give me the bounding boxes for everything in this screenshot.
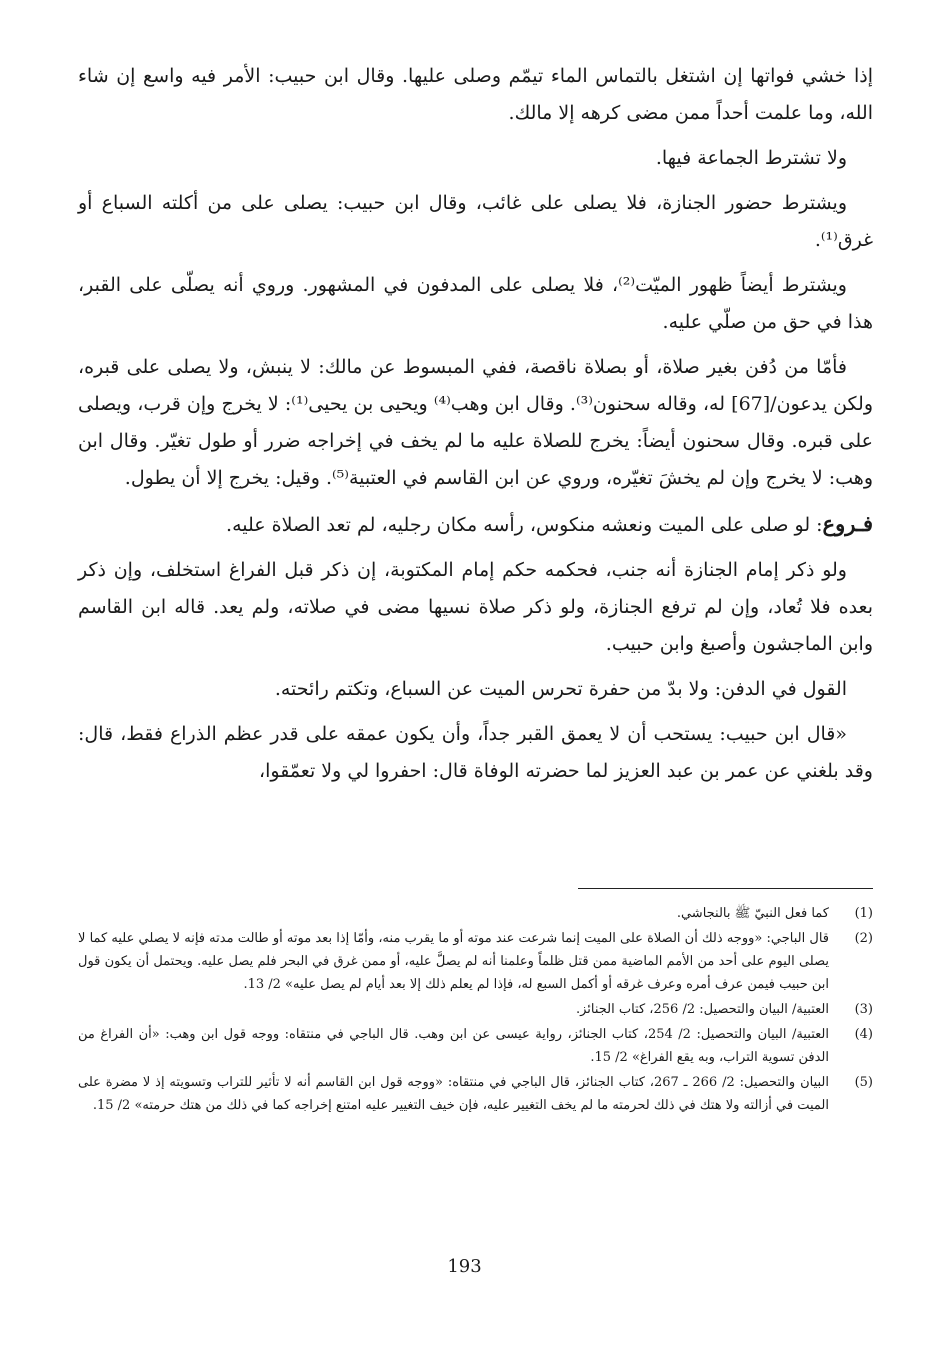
footnote-3	[78, 998, 873, 1021]
footnote-5	[78, 1071, 873, 1117]
footnote-1	[78, 902, 873, 925]
footnote-number: (1)	[854, 906, 873, 921]
paragraph-2: ولا تشترط الجماعة فيها.	[655, 147, 847, 169]
paragraph-3: ويشترط حضور الجنازة، فلا يصلى على غائب، وقال ابن حبيب: يصلى على من أكلته السباع أو غرق⁽¹⁾.	[78, 192, 873, 251]
paragraph-7: ولو ذكر إمام الجنازة أنه جنب، فحكمه حكم إمام المكتوبة، إن ذكر قبل الفراغ استخلف، وإن ذكر بعده فلا تُعاد، وإن لم ترفع الجنازة، ولو ذكر صلاة نسيها مضى في صلاته، ولم يعد. قاله ابن القاسم وابن الماجشون وأصبغ وابن حبيب.	[78, 559, 873, 655]
footnote-text: العتبية/ البيان والتحصيل: 2/ 256، كتاب الجنائز.	[575, 1002, 829, 1017]
footnote-number: (4)	[854, 1027, 873, 1042]
footnote-number: (3)	[854, 1002, 873, 1017]
footnote-separator	[578, 888, 873, 889]
footnote-number: (2)	[854, 931, 873, 946]
footnote-text: البيان والتحصيل: 2/ 266 ـ 267، كتاب الجنائز، قال الباجي في منتقاه: «ووجه قول ابن القاسم أنه لا تأثير للتراب وتسويته إذ لا مضرة على الميت في أزالته ولا هتك في ذلك لحرمته ما لم يخف التغيير عليه، فإن خيف التغيير عليه امتنع إخراجه كما في ذلك من هتك حرمته» 2/ 15.	[78, 1075, 829, 1113]
paragraph-9: «قال ابن حبيب: يستحب أن لا يعمق القبر جداً، وأن يكون عمقه على قدر عظم الذراع فقط، قال: وقد بلغني عن عمر بن عبد العزيز لما حضرته الوفاة قال: احفروا لي ولا تعمّقوا،	[78, 723, 873, 782]
footnote-text: كما فعل النبيّ ﷺ بالنجاشي.	[676, 906, 829, 921]
paragraph-5: فأمّا من دُفن بغير صلاة، أو بصلاة ناقصة، ففي المبسوط عن مالك: لا ينبش، ولا يصلى على قبره، ولكن يدعون/[67] له، وقاله سحنون⁽³⁾. وقال ابن وهب⁽⁴⁾ ويحيى بن يحيى⁽¹⁾: لا يخرج وإن قرب، ويصلى على قبره. وقال سحنون أيضاً: يخرج للصلاة عليه ما لم يخف في إخراجه ضرر أو طول تغيّر. وقال ابن وهب: لا يخرج وإن لم يخشَ تغيّره، وروي عن ابن القاسم في العتبية⁽⁵⁾. وقيل: يخرج إلا أن يطول.	[78, 356, 874, 489]
paragraph-6	[78, 505, 873, 544]
paragraph-8: القول في الدفن: ولا بدّ من حفرة تحرس الميت عن السباع، وتكتم رائحته.	[274, 678, 847, 700]
footnote-text: قال الباجي: «ووجه ذلك أن الصلاة على الميت إنما شرعت عند موته أو ما يقرب منه، وأمّا إذا بعد موته أو طالت مدته فإنه لا يصلي عليه كما لا يصلى اليوم على أحد من الأمم الماضية ممن قتل ظلماً وعلمنا أنه لم يصلَّ عليه، أو ممن غرق في البحر فلم يصل عليه. ويحتمل أن يكون قول ابن حبيب فيمن عرف أمره وعرف غرقه أو أكمل السبع له، فإذا لم يعلم ذلك إلا بعد أيام لم يصل عليه» 2/ 13.	[78, 931, 829, 992]
footnote-number: (5)	[854, 1075, 873, 1090]
footnote-4	[78, 1023, 873, 1069]
footnote-text: العتبية/ البيان والتحصيل: 2/ 254، كتاب الجنائز، رواية عيسى عن ابن وهب. قال الباجي في منتقاه: ووجه قول ابن وهب: «أن الفراغ من الدفن تسوية التراب، وبه يقع الفراغ» 2/ 15.	[78, 1027, 829, 1065]
footnotes	[78, 902, 873, 1119]
paragraph-1: إذا خشي فواتها إن اشتغل بالتماس الماء تيمّم وصلى عليها. وقال ابن حبيب: الأمر فيه واسع إن شاء الله، وما علمت أحداً ممن مضى كرهه إلا مالك.	[78, 65, 873, 124]
paragraph-6-text: : لو صلى على الميت ونعشه منكوس، رأسه مكان رجليه، لم تعد الصلاة عليه.	[226, 514, 823, 536]
page-number: 193	[447, 1256, 482, 1277]
section-heading-furu: فـروع	[822, 511, 873, 536]
main-text	[78, 58, 873, 798]
paragraph-4: ويشترط أيضاً ظهور الميّت⁽²⁾، فلا يصلى على المدفون في المشهور. وروي أنه يصلّى على القبر، هذا في حق من صلّي عليه.	[78, 274, 873, 333]
footnote-2	[78, 927, 873, 996]
